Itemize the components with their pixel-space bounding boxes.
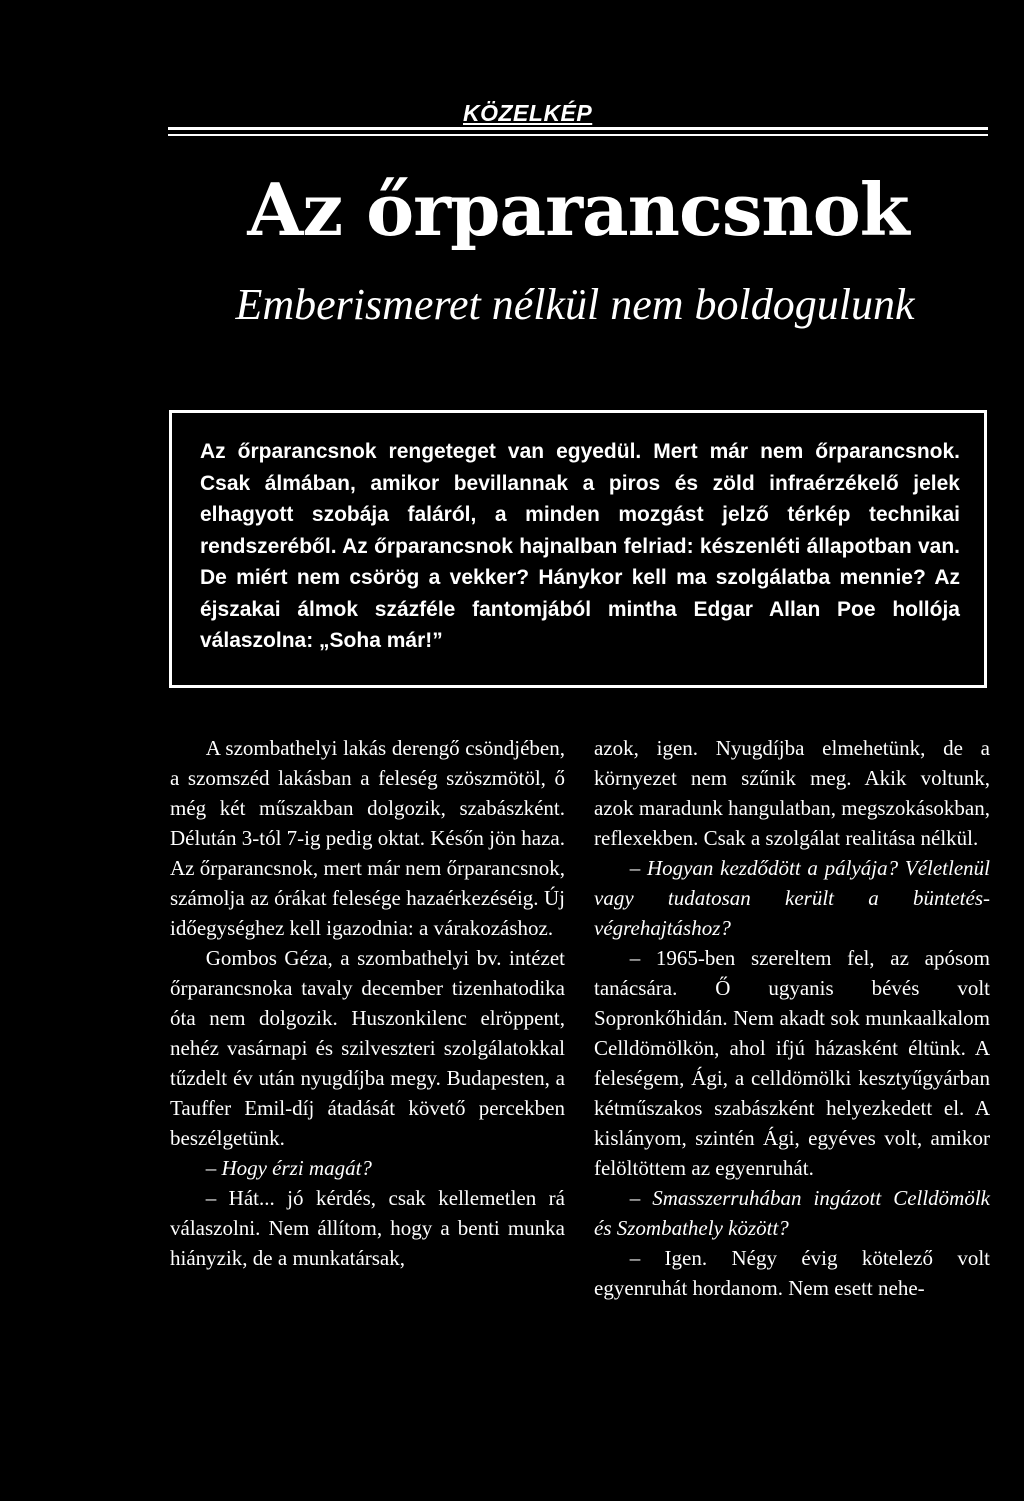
question-text: Hogy érzi magát? (221, 1156, 372, 1180)
interview-question (594, 1183, 990, 1243)
interview-question (594, 853, 990, 943)
interview-answer: – Hát... jó kérdés, csak kellemetlen rá válaszolni. Nem állítom, hogy a benti munka hiányzik, de a munkatársak, (170, 1186, 565, 1270)
paragraph: azok, igen. Nyugdíjba elmehetünk, de a környezet nem szűnik meg. Akik voltunk, azok maradunk hangulatban, megszokásokban, reflexekben. Csak a szolgálat realitása nélkül. (594, 736, 990, 850)
question-dash: – (629, 1186, 653, 1210)
interview-answer: – Igen. Négy évig kötelező volt egyenruhát hordanom. Nem esett nehe- (594, 1246, 990, 1300)
paragraph: A szombathelyi lakás derengő csöndjében, a szomszéd lakásban a feleség szöszmötöl, ő még két műszakban dolgozik, szabászként. Délután 3-tól 7-ig pedig oktat. Későn jön haza. Az őrparancsnok, mert már nem őrparancsnok, számolja az órákat felesége hazaérkezéséig. Új időegységhez kell igazodnia: a várakozáshoz. (170, 736, 565, 940)
text-column-left (170, 733, 565, 1273)
question-text: Hogyan kezdődött a pályája? Véletlenül vagy tudatosan került a büntetés-végrehajtáshoz? (594, 856, 990, 940)
header-rule-thin (168, 134, 988, 136)
paragraph: Gombos Géza, a szombathelyi bv. intézet őrparancsnoka tavaly december tizenhatodika óta nem dolgozik. Huszonkilenc elröppent, nehéz vasárnapi és szilveszteri szolgálatokkal tűzdelt év után nyugdíjba megy. Budapesten, a Tauffer Emil-díj átadását követő percekben beszélgetünk. (170, 946, 565, 1150)
header-rule-thick (168, 127, 988, 130)
lead-paragraph: Az őrparancsnok rengeteget van egyedül. Mert már nem őrparancsnok. Csak álmában, amikor bevillannak a piros és zöld infraérzékelő jelek elhagyott szobája faláról, a minden mozgást jelző térkép technikai rendszeréből. Az őrparancsnok hajnalban felriad: készenléti állapotban van. De miért nem csörög a vekker? Hánykor kell ma szolgálatba mennie? Az éjszakai álmok százféle fantomjából mintha Edgar Allan Poe hollója válaszolna: „Soha már!” (200, 440, 960, 652)
interview-question (170, 1153, 565, 1183)
question-text: Smasszerruhában ingázott Celldömölk és Szombathely között? (594, 1186, 991, 1240)
question-dash: – (629, 856, 647, 880)
interview-answer: – 1965-ben szereltem fel, az apósom tanácsára. Ő ugyanis bévés volt Sopronkőhidán. Nem akadt sok munkaalkalom Celldömölkön, ahol ifjú házasként éltünk. A feleségem, Ági, a celldömölki kesztyűgyárban kétműszakos szabászként helyezkedett el. A kislányom, szintén Ági, egyéves volt, amikor felöltöttem az egyenruhát. (594, 946, 990, 1180)
article-subtitle: Emberismeret nélkül nem boldogulunk (235, 280, 915, 329)
section-label: KÖZELKÉP (463, 100, 593, 126)
question-dash: – (205, 1156, 222, 1180)
article-title: Az őrparancsnok (247, 167, 909, 252)
text-column-right (594, 733, 990, 1303)
